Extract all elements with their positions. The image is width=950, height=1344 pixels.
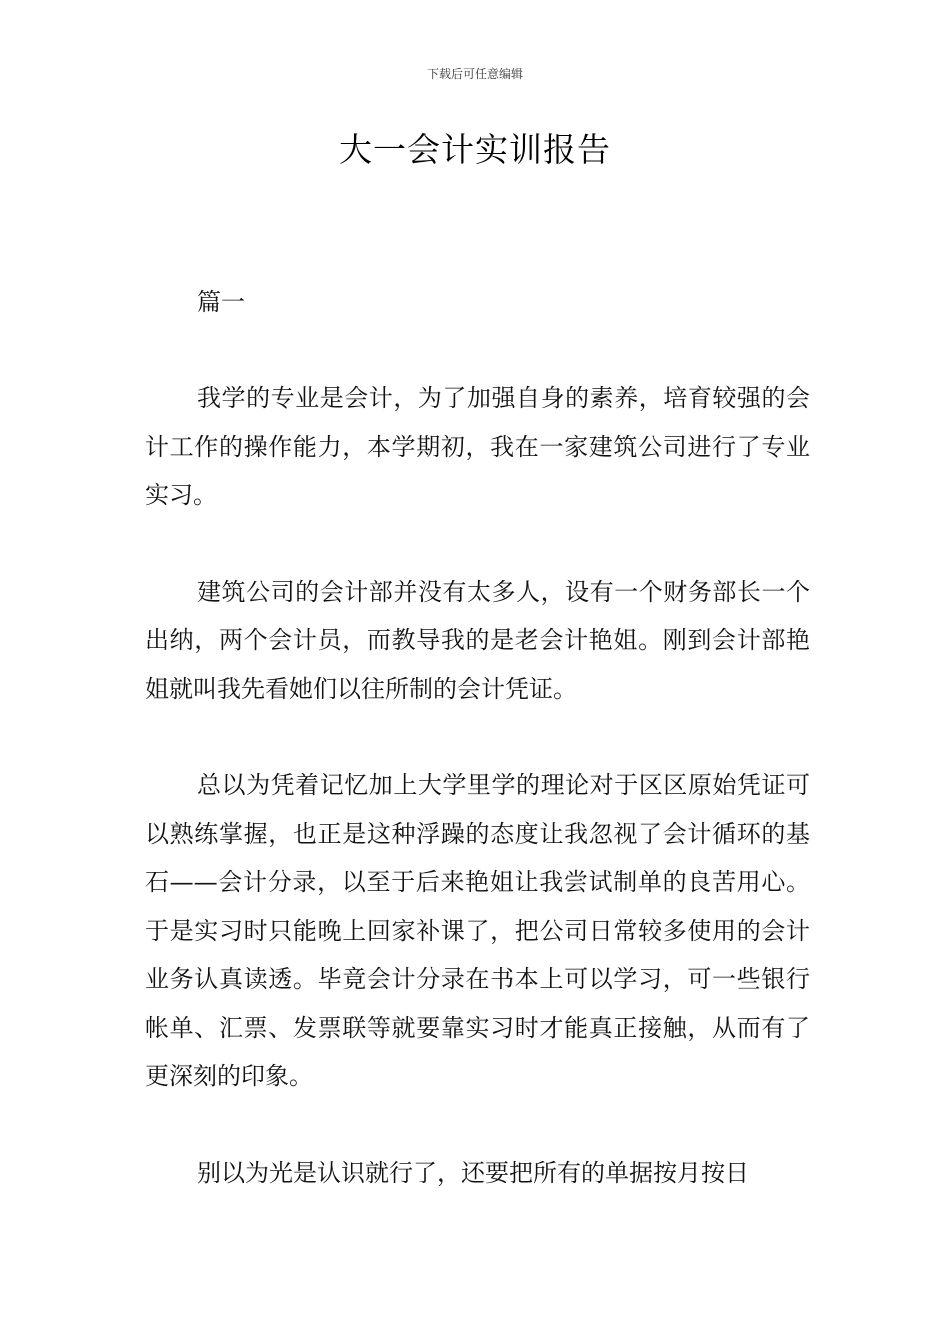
section-label: 篇一 [197, 288, 245, 316]
paragraph-2: 建筑公司的会计部并没有太多人，设有一个财务部长一个出纳，两个会计员，而教导我的是老会计艳姐。刚到会计部艳姐就叫我先看她们以往所制的会计凭证。 [145, 577, 810, 703]
document-title: 大一会计实训报告 [339, 130, 611, 169]
paragraph-1: 我学的专业是会计，为了加强自身的素养，培育较强的会计工作的操作能力，本学期初，我在一家建筑公司进行了专业实习。 [145, 384, 810, 509]
header-note: 下载后可任意编辑 [426, 67, 523, 81]
paragraph-3: 总以为凭着记忆加上大学里学的理论对于区区原始凭证可以熟练掌握，也正是这种浮躁的态度让我忽视了会计循环的基石——会计分录，以至于后来艳姐让我尝试制单的良苦用心。于是实习时只能晚上回家补课了，把公司日常较多使用的会计业务认真读透。毕竟会计分录在书本上可以学习，可一些银行帐单、汇票、发票联等就要靠实习时才能真正接触，从而有了更深刻的印象。 [145, 771, 810, 1090]
document-body [145, 278, 810, 1197]
paragraph-4: 别以为光是认识就行了，还要把所有的单据按月按日 [197, 1158, 749, 1187]
